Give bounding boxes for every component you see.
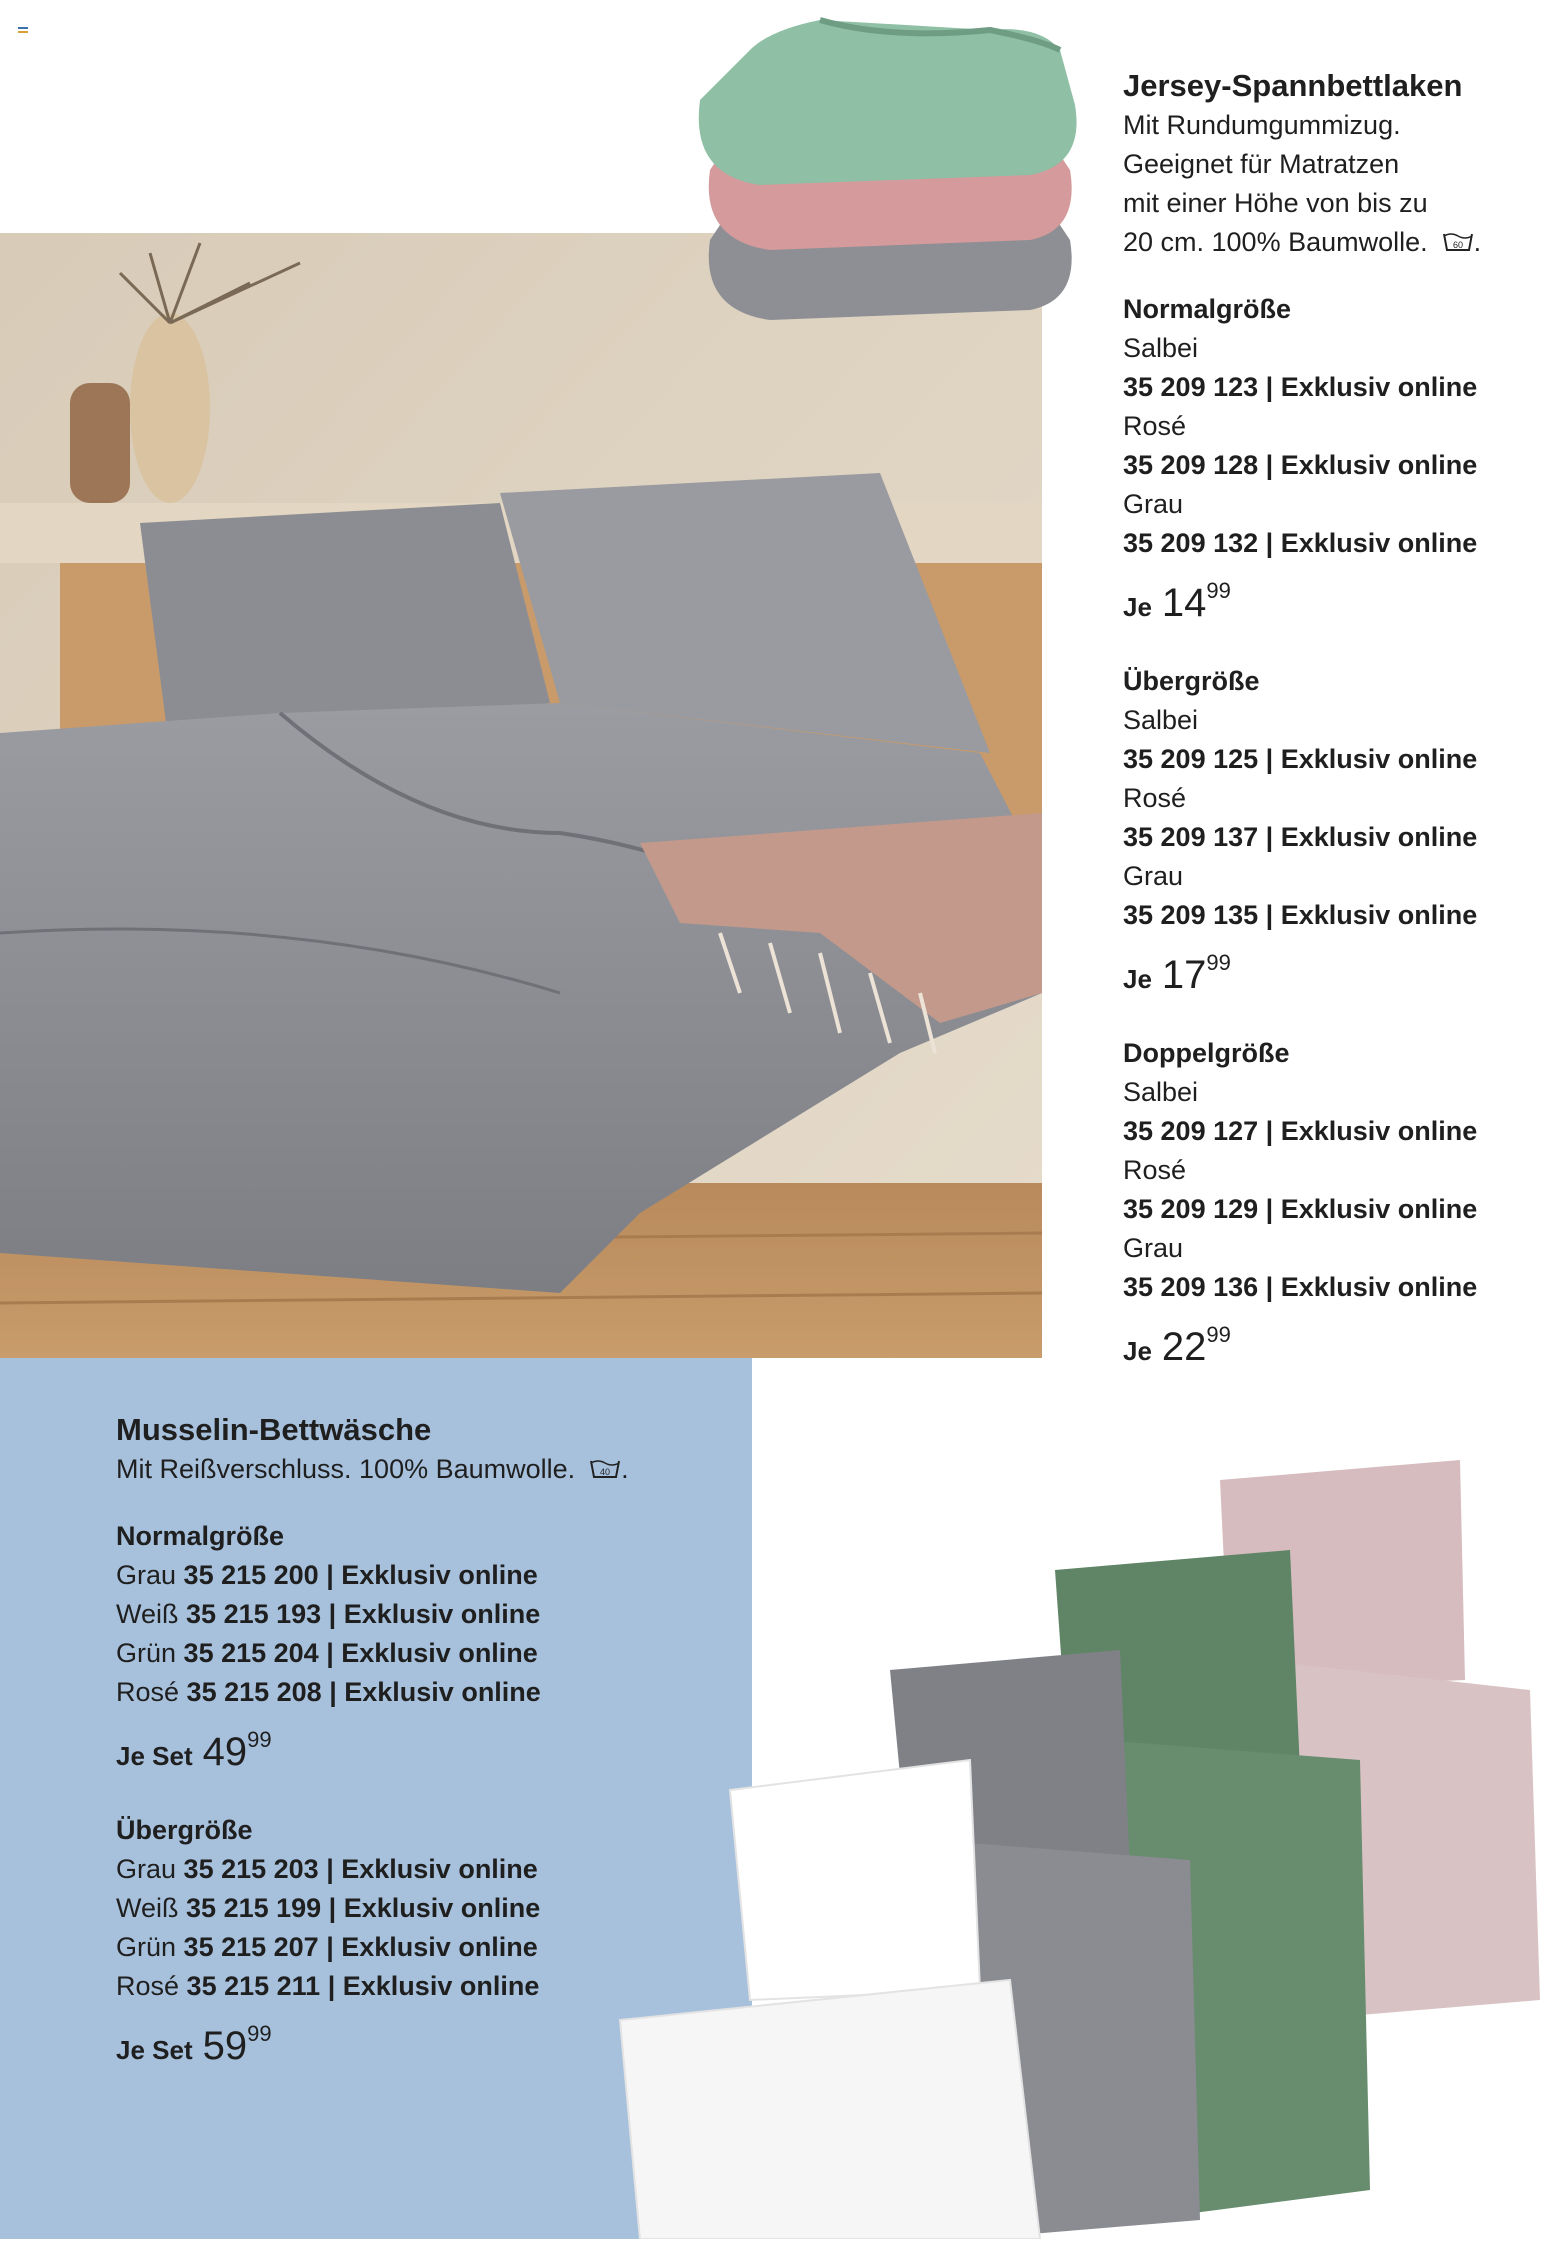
musselin-desc-end: . [621,1454,629,1484]
variant-color: Rosé [116,1677,180,1707]
page-corner-mark [18,20,28,26]
variant-sku-line: 35 209 132 | Exklusiv online [1123,528,1478,558]
sku: 35 209 132 [1123,528,1259,558]
variant-sku-line: 35 209 137 | Exklusiv online [1123,822,1478,852]
jersey-desc-line-2: Geeignet für Matratzen [1123,149,1400,179]
online-tag: Exklusiv online [342,1971,540,2001]
price-int: 22 [1161,1325,1207,1369]
price-label: Je Set [116,1741,193,1771]
sku: 35 209 123 [1123,372,1259,402]
price-dec: 99 [247,1727,272,1752]
variant-color: Salbei [1123,333,1199,363]
price-int: 59 [202,2024,248,2068]
price-label: Je [1123,1336,1152,1366]
variant-color: Weiß [116,1893,179,1923]
sku: 35 209 135 [1123,900,1259,930]
online-tag: Exklusiv online [1280,450,1478,480]
variant-color: Rosé [1123,411,1187,441]
online-tag: Exklusiv online [1280,528,1478,558]
price [1123,941,1533,1006]
online-tag: Exklusiv online [1280,1116,1478,1146]
online-tag: Exklusiv online [341,1932,538,1962]
variant-sku-line: 35 209 136 | Exklusiv online [1123,1272,1478,1302]
online-tag: Exklusiv online [341,1560,538,1590]
fitted-sheets-stack-image [690,10,1090,340]
jersey-title: Jersey-Spannbettlaken [1123,68,1463,103]
sku: 35 215 199 [186,1893,322,1923]
variant-sku-line: 35 209 127 | Exklusiv online [1123,1116,1478,1146]
variant-color: Grau [116,1854,177,1884]
online-tag: Exklusiv online [1280,744,1478,774]
jersey-desc-line-1: Mit Rundumgummizug. [1123,110,1401,140]
price-dec: 99 [1206,1322,1231,1347]
variant-sku-line: 35 209 129 | Exklusiv online [1123,1194,1478,1224]
online-tag: Exklusiv online [344,1677,541,1707]
variant-sku-line: 35 209 123 | Exklusiv online [1123,372,1478,402]
sku: 35 209 129 [1123,1194,1259,1224]
bedroom-photo [0,233,1042,1358]
price [116,2012,736,2077]
jersey-fitted-sheet-info [1123,66,1533,1378]
sku: 35 215 200 [183,1560,319,1590]
musselin-desc-text: Mit Reißverschluss. 100% Baumwolle. [116,1454,576,1484]
variant-sku-line: 35 209 128 | Exklusiv online [1123,450,1478,480]
variant-line: Grau 35 215 203 | Exklusiv online [116,1854,538,1884]
price-label: Je [1123,592,1152,622]
jersey-desc-end: . [1473,227,1482,257]
online-tag: Exklusiv online [1280,822,1478,852]
musselin-size-normal: Normalgröße [116,1521,285,1551]
sku: 35 215 211 [186,1971,321,2001]
price-int: 49 [202,1730,248,1774]
variant-color: Grau [1123,861,1184,891]
sku: 35 215 207 [183,1932,319,1962]
sku: 35 215 204 [183,1638,319,1668]
jersey-desc-line-4 [1123,223,1533,262]
variant-line: Grau 35 215 200 | Exklusiv online [116,1560,538,1590]
jersey-desc-line-4-text: 20 cm. 100% Baumwolle. [1123,227,1428,257]
variant-color: Grau [1123,1233,1184,1263]
variant-color: Salbei [1123,1077,1199,1107]
variant-line: Weiß 35 215 193 | Exklusiv online [116,1599,541,1629]
variant-color: Grau [116,1560,177,1590]
variant-sku-line: 35 209 135 | Exklusiv online [1123,900,1478,930]
variant-color: Grün [116,1638,177,1668]
sku: 35 209 127 [1123,1116,1259,1146]
jersey-size-over: Übergröße [1123,666,1260,696]
price-int: 17 [1161,953,1207,997]
variant-color: Grün [116,1932,177,1962]
variant-line: Grün 35 215 207 | Exklusiv online [116,1932,538,1962]
wash-40-icon [589,1457,621,1481]
jersey-size-double: Doppelgröße [1123,1038,1290,1068]
sku: 35 209 136 [1123,1272,1259,1302]
sku: 35 215 203 [183,1854,319,1884]
price-dec: 99 [1206,578,1231,603]
price [1123,569,1533,634]
wash-60-label: 60 [1452,240,1463,250]
sku: 35 209 137 [1123,822,1259,852]
variant-line: Weiß 35 215 199 | Exklusiv online [116,1893,541,1923]
variant-color: Rosé [1123,1155,1187,1185]
variant-color: Rosé [1123,783,1187,813]
musselin-size-over: Übergröße [116,1815,253,1845]
online-tag: Exklusiv online [1280,900,1478,930]
price [1123,1313,1533,1378]
musselin-desc [116,1450,736,1489]
variant-line: Rosé 35 215 208 | Exklusiv online [116,1677,541,1707]
jersey-desc-line-3: mit einer Höhe von bis zu [1123,188,1428,218]
variant-color: Rosé [116,1971,180,2001]
online-tag: Exklusiv online [1280,372,1478,402]
musselin-title: Musselin-Bettwäsche [116,1412,432,1447]
variant-line: Rosé 35 215 211 | Exklusiv online [116,1971,540,2001]
sku: 35 209 125 [1123,744,1259,774]
online-tag: Exklusiv online [341,1638,538,1668]
online-tag: Exklusiv online [341,1854,538,1884]
online-tag: Exklusiv online [1280,1194,1478,1224]
wash-60-icon [1442,230,1474,254]
sku: 35 215 208 [186,1677,322,1707]
variant-sku-line: 35 209 125 | Exklusiv online [1123,744,1478,774]
online-tag: Exklusiv online [343,1599,541,1629]
variant-color: Grau [1123,489,1184,519]
variant-color: Weiß [116,1599,179,1629]
price-dec: 99 [1206,950,1231,975]
price-label: Je [1123,964,1152,994]
sku: 35 215 193 [186,1599,322,1629]
variant-line: Grün 35 215 204 | Exklusiv online [116,1638,538,1668]
price-dec: 99 [247,2021,272,2046]
sku: 35 209 128 [1123,450,1259,480]
jersey-size-normal: Normalgröße [1123,294,1292,324]
musselin-bedding-sets-image [600,1460,1550,2239]
price [116,1718,736,1783]
online-tag: Exklusiv online [1280,1272,1478,1302]
online-tag: Exklusiv online [343,1893,541,1923]
price-label: Je Set [116,2035,193,2065]
variant-color: Salbei [1123,705,1199,735]
musselin-bedding-info [116,1410,736,2077]
wash-40-label: 40 [600,1467,611,1477]
price-int: 14 [1161,581,1207,625]
